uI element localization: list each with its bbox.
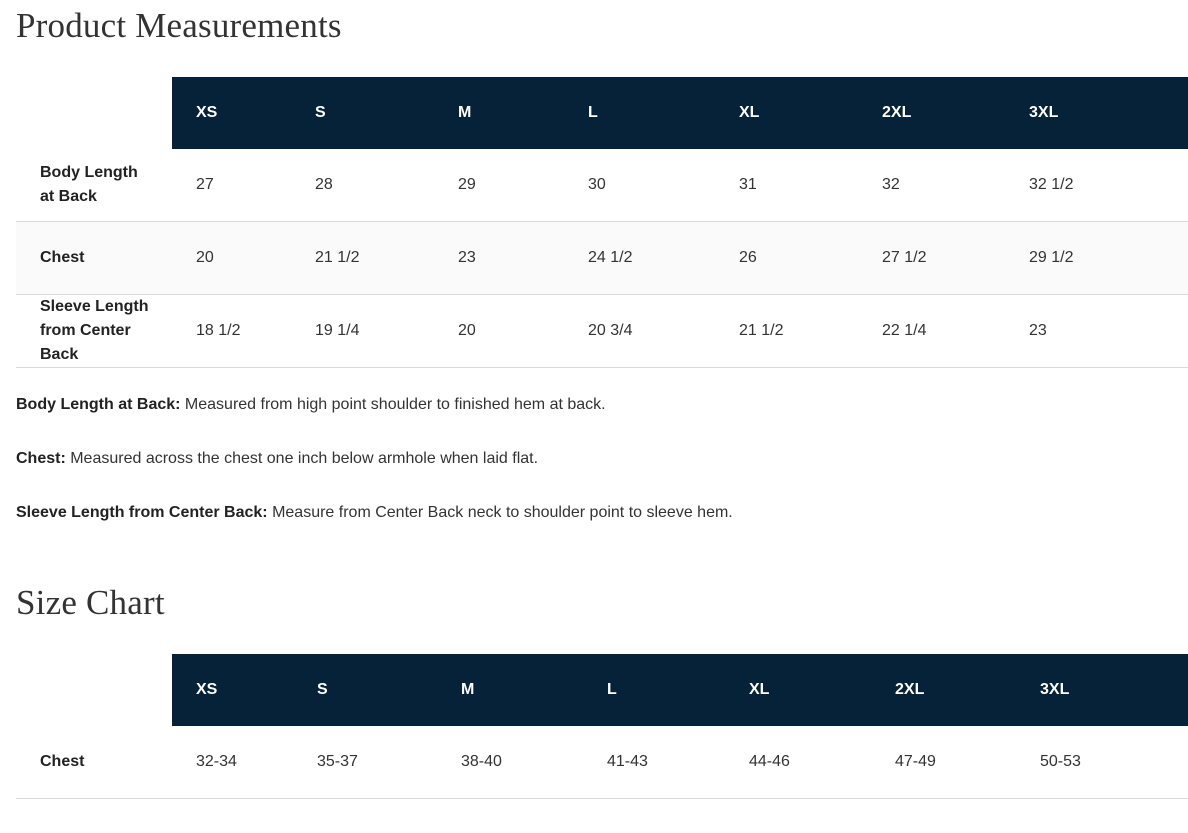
table-cell: 23 bbox=[1029, 295, 1188, 368]
product-measurements-table bbox=[16, 77, 1188, 368]
table-cell: 35-37 bbox=[317, 726, 461, 799]
table-cell: 38-40 bbox=[461, 726, 607, 799]
header-corner bbox=[16, 654, 172, 726]
size-header-l: L bbox=[607, 654, 749, 726]
size-header-3xl: 3XL bbox=[1040, 654, 1188, 726]
table-cell: 24 1/2 bbox=[588, 222, 739, 295]
table-cell: 27 bbox=[172, 149, 315, 222]
size-header-m: M bbox=[461, 654, 607, 726]
table-cell: 41-43 bbox=[607, 726, 749, 799]
table-cell: 20 bbox=[458, 295, 588, 368]
size-header-row bbox=[16, 654, 1188, 726]
note-chest bbox=[16, 447, 1188, 471]
table-cell: 32 bbox=[882, 149, 1029, 222]
size-header-m: M bbox=[458, 77, 588, 149]
row-label-text: Sleeve Length from Center Back bbox=[40, 298, 149, 363]
row-label-text: Body Length at Back bbox=[40, 164, 138, 205]
table-cell: 23 bbox=[458, 222, 588, 295]
row-label-chest: Chest bbox=[16, 726, 172, 799]
size-header-xs: XS bbox=[172, 654, 317, 726]
note-term: Chest: bbox=[16, 450, 66, 467]
table-cell: 32 1/2 bbox=[1029, 149, 1188, 222]
note-body-length bbox=[16, 393, 1188, 417]
measurement-notes bbox=[16, 393, 1188, 555]
note-sleeve-length bbox=[16, 501, 1188, 525]
size-chart-table bbox=[16, 654, 1188, 799]
row-label-sleeve-length bbox=[16, 295, 172, 368]
size-header-2xl: 2XL bbox=[895, 654, 1040, 726]
table-cell: 26 bbox=[739, 222, 882, 295]
note-term: Body Length at Back: bbox=[16, 396, 181, 413]
size-chart-title: Size Chart bbox=[16, 583, 165, 622]
table-cell: 50-53 bbox=[1040, 726, 1188, 799]
table-cell: 21 1/2 bbox=[315, 222, 458, 295]
table-cell: 22 1/4 bbox=[882, 295, 1029, 368]
note-text: Measured across the chest one inch below armhole when laid flat. bbox=[65, 450, 539, 467]
table-cell: 28 bbox=[315, 149, 458, 222]
table-cell: 32-34 bbox=[172, 726, 317, 799]
table-row bbox=[16, 149, 1188, 222]
size-header-s: S bbox=[315, 77, 458, 149]
table-row bbox=[16, 222, 1188, 295]
table-cell: 21 1/2 bbox=[739, 295, 882, 368]
size-header-xl: XL bbox=[739, 77, 882, 149]
table-cell: 44-46 bbox=[749, 726, 895, 799]
size-header-s: S bbox=[317, 654, 461, 726]
size-header-xl: XL bbox=[749, 654, 895, 726]
header-corner bbox=[16, 77, 172, 149]
note-text: Measure from Center Back neck to shoulder point to sleeve hem. bbox=[267, 504, 733, 521]
table-row bbox=[16, 726, 1188, 799]
table-cell: 20 3/4 bbox=[588, 295, 739, 368]
row-label-body-length bbox=[16, 149, 172, 222]
note-text: Measured from high point shoulder to finished hem at back. bbox=[180, 396, 606, 413]
table-cell: 20 bbox=[172, 222, 315, 295]
row-label-chest: Chest bbox=[16, 222, 172, 295]
table-cell: 30 bbox=[588, 149, 739, 222]
size-header-xs: XS bbox=[172, 77, 315, 149]
note-term: Sleeve Length from Center Back: bbox=[16, 504, 268, 521]
size-header-l: L bbox=[588, 77, 739, 149]
size-header-2xl: 2XL bbox=[882, 77, 1029, 149]
table-cell: 47-49 bbox=[895, 726, 1040, 799]
table-cell: 19 1/4 bbox=[315, 295, 458, 368]
table-cell: 31 bbox=[739, 149, 882, 222]
table-cell: 29 bbox=[458, 149, 588, 222]
size-header-row bbox=[16, 77, 1188, 149]
product-measurements-title: Product Measurements bbox=[16, 6, 342, 45]
table-cell: 29 1/2 bbox=[1029, 222, 1188, 295]
table-cell: 18 1/2 bbox=[172, 295, 315, 368]
table-cell: 27 1/2 bbox=[882, 222, 1029, 295]
table-row bbox=[16, 295, 1188, 368]
size-header-3xl: 3XL bbox=[1029, 77, 1188, 149]
